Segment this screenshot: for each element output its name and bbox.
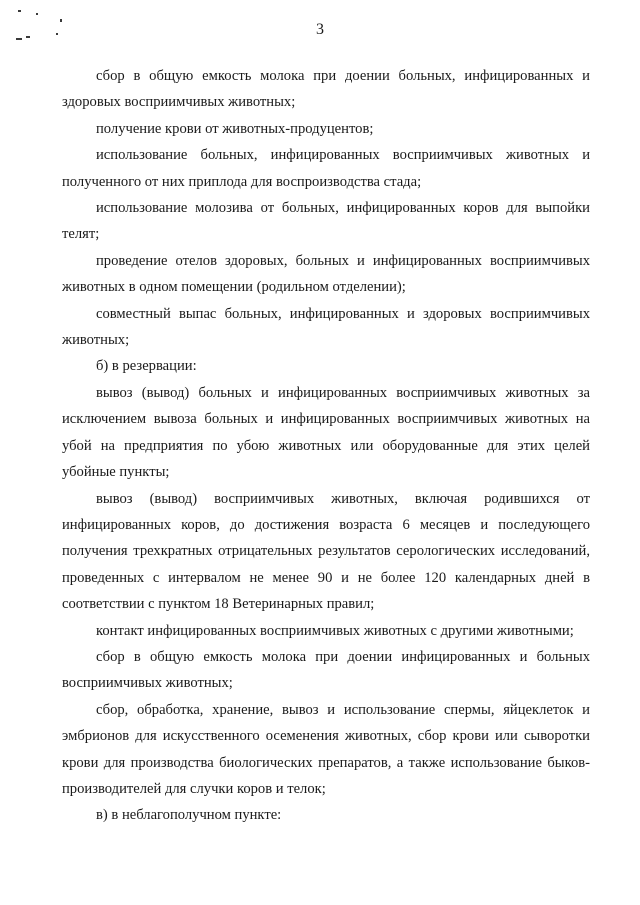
paragraph: контакт инфицированных восприимчивых животных с другими животными; — [96, 622, 574, 639]
paragraph: вывоз (вывод) больных и инфицированных восприимчивых животных за исключением вывоза больных и инфицированных восприимчивых животных на убой на предприятия по убою животных или оборудованные для этих целей убойные пункты; — [62, 384, 590, 481]
paragraph: проведение отелов здоровых, больных и инфицированных восприимчивых животных в одном помещении (родильном отделении); — [62, 252, 590, 296]
section-heading: б) в резервации: — [96, 358, 197, 375]
paragraph: вывоз (вывод) восприимчивых животных, включая родившихся от инфицированных коров, до достижения возраста 6 месяцев и последующего получения трехкратных отрицательных результатов серологических исследований, проведенных с интервалом не менее 90 и не более 120 календарных дней в соответствии с пунктом 18 Ветеринарных правил; — [62, 490, 590, 613]
page-number: 3 — [316, 21, 324, 38]
paragraph: сбор в общую емкость молока при доении больных, инфицированных и здоровых восприимчивых животных; — [62, 68, 590, 111]
document-body — [62, 63, 590, 829]
paragraph: сбор, обработка, хранение, вывоз и использование спермы, яйцеклеток и эмбрионов для искусственного осеменения животных, сбор крови или сыворотки крови для производства биологических препаратов, а также использование быков-производителей для случки коров и телок; — [62, 701, 590, 797]
paragraph: сбор в общую емкость молока при доении инфицированных и больных восприимчивых животных; — [62, 648, 590, 692]
scan-speck — [36, 13, 38, 15]
paragraph: получение крови от животных-продуцентов; — [96, 120, 374, 137]
scan-speck — [18, 10, 21, 12]
paragraph: совместный выпас больных, инфицированных и здоровых восприимчивых животных; — [62, 305, 590, 349]
paragraph: использование больных, инфицированных восприимчивых животных и полученного от них приплода для воспроизводства стада; — [62, 147, 590, 190]
section-heading: в) в неблагополучном пункте: — [96, 807, 282, 824]
paragraph: использование молозива от больных, инфицированных коров для выпойки телят; — [62, 200, 590, 243]
